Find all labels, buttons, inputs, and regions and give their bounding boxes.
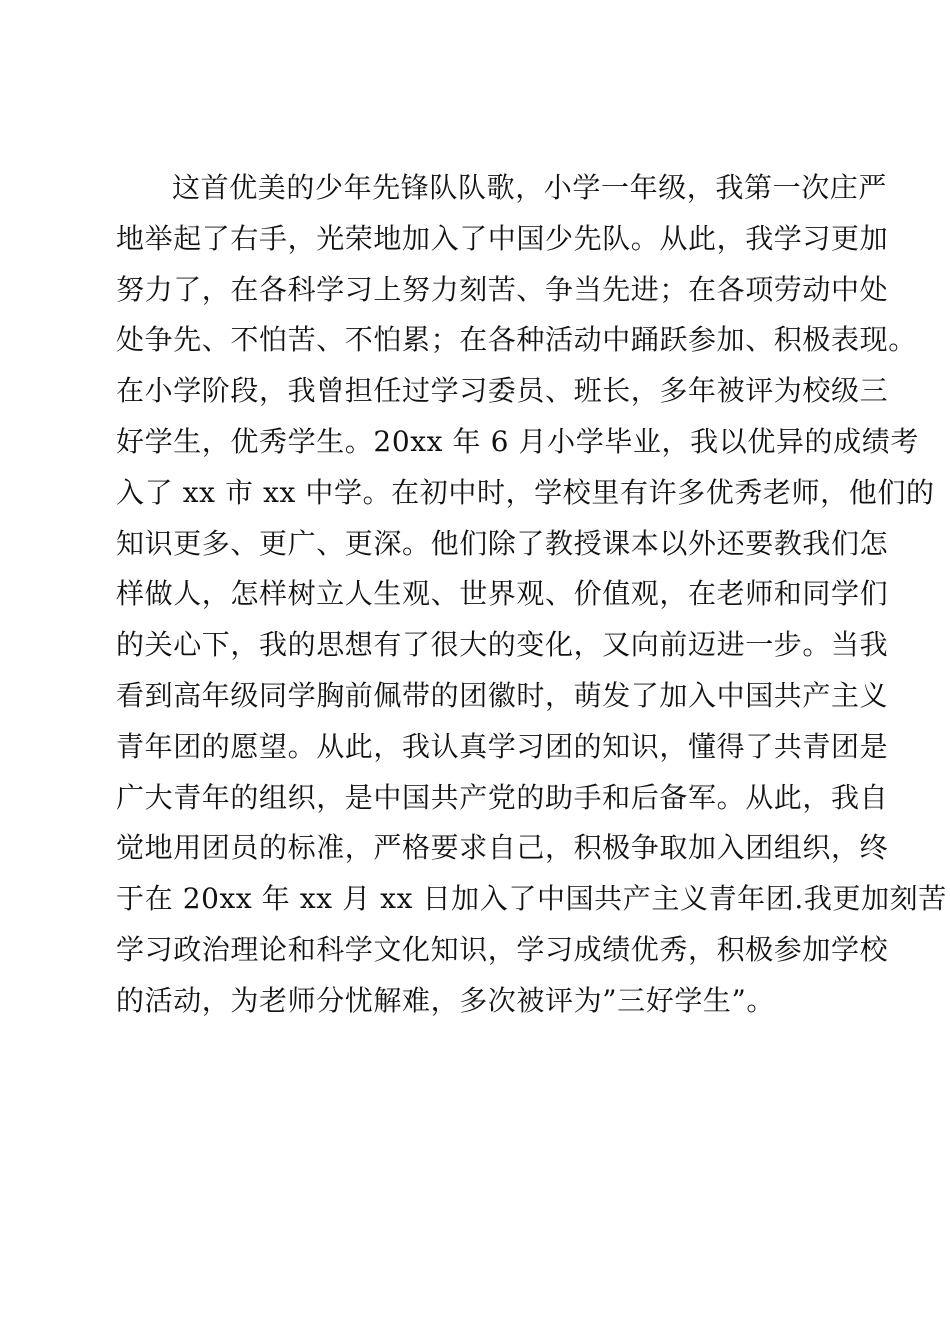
text-line: 的活动，为老师分忧解难，多次被评为”三好学生”。 — [116, 983, 776, 1017]
text-line: 好学生，优秀学生。20xx 年 6 月小学毕业，我以优异的成绩考 — [116, 424, 919, 458]
text-line: 学习政治理论和科学文化知识，学习成绩优秀，积极参加学校 — [116, 932, 889, 966]
text-line: 于在 20xx 年 xx 月 xx 日加入了中国共产主义青年团.我更加刻苦 — [116, 882, 947, 916]
text-line: 看到高年级同学胸前佩带的团徽时，萌发了加入中国共产主义 — [116, 678, 889, 712]
text-line: 地举起了右手，光荣地加入了中国少先队。从此，我学习更加 — [116, 221, 889, 255]
body-paragraph — [116, 166, 947, 1030]
text-line: 知识更多、更广、更深。他们除了教授课本以外还要教我们怎 — [116, 526, 889, 560]
text-line: 广大青年的组织，是中国共产党的助手和后备军。从此，我自 — [116, 780, 889, 814]
text-line: 处争先、不怕苦、不怕累；在各种活动中踊跃参加、积极表现。 — [116, 323, 917, 357]
text-line: 努力了，在各科学习上努力刻苦、争当先进；在各项劳动中处 — [116, 272, 889, 306]
text-line: 入了 xx 市 xx 中学。在初中时，学校里有许多优秀老师，他们的 — [116, 475, 935, 509]
text-line: 这首优美的少年先锋队队歌，小学一年级，我第一次庄严 — [172, 171, 888, 204]
text-line: 觉地用团员的标准，严格要求自己，积极争取加入团组织，终 — [116, 831, 889, 865]
text-line: 青年团的愿望。从此，我认真学习团的知识，懂得了共青团是 — [116, 729, 889, 763]
text-line: 样做人，怎样树立人生观、世界观、价值观，在老师和同学们 — [116, 577, 889, 611]
text-line: 在小学阶段，我曾担任过学习委员、班长，多年被评为校级三 — [116, 374, 889, 408]
text-line: 的关心下，我的思想有了很大的变化，又向前迈进一步。当我 — [116, 628, 889, 662]
